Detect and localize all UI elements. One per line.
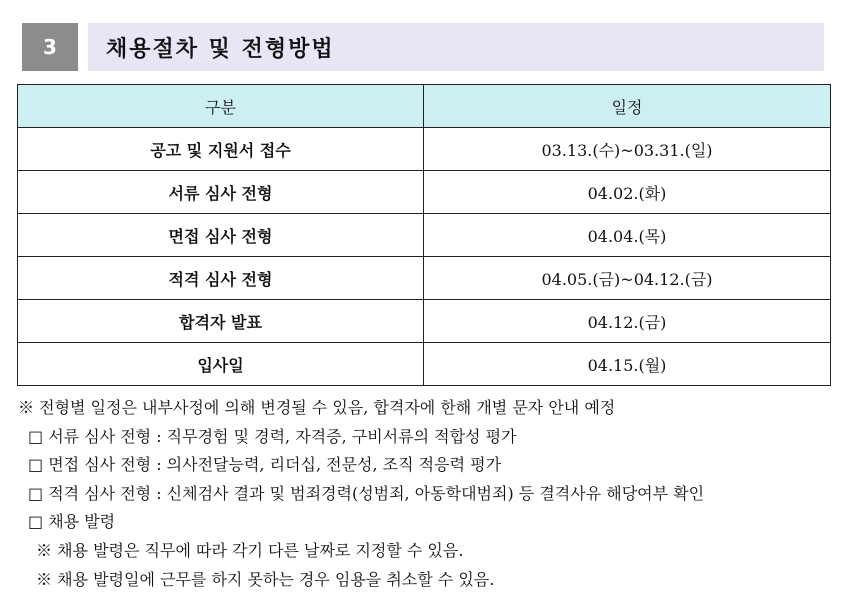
table-row <box>18 257 831 300</box>
section-title-bar <box>88 23 824 71</box>
date-cell: 03.13.(수)~03.31.(일) <box>424 128 831 171</box>
table-row <box>18 128 831 171</box>
table-row <box>18 214 831 257</box>
stage-cell: 합격자 발표 <box>18 300 424 343</box>
header-schedule: 일정 <box>424 85 831 128</box>
sub-note-cancellation: ※ 채용 발령일에 근무를 하지 못하는 경우 임용을 취소할 수 있음. <box>36 569 495 589</box>
section-number: 3 <box>22 23 78 71</box>
date-cell: 04.04.(목) <box>424 214 831 257</box>
header-category: 구분 <box>18 85 424 128</box>
date-cell: 04.12.(금) <box>424 300 831 343</box>
schedule-table <box>17 84 831 386</box>
date-cell: 04.15.(월) <box>424 343 831 386</box>
note-item-interview: □ 면접 심사 전형 : 의사전달능력, 리더십, 전문성, 조직 적응력 평가 <box>28 455 502 475</box>
stage-cell: 입사일 <box>18 343 424 386</box>
note-item-document-review: □ 서류 심사 전형 : 직무경험 및 경력, 자격증, 구비서류의 적합성 평가 <box>28 426 517 446</box>
table-row <box>18 300 831 343</box>
section-title: 채용절차 및 전형방법 <box>106 36 335 62</box>
table-row <box>18 171 831 214</box>
date-cell: 04.02.(화) <box>424 171 831 214</box>
stage-cell: 공고 및 지원서 접수 <box>18 128 424 171</box>
stage-cell: 면접 심사 전형 <box>18 214 424 257</box>
notes-section <box>18 394 848 594</box>
note-item-appointment: □ 채용 발령 <box>28 512 116 532</box>
stage-cell: 서류 심사 전형 <box>18 171 424 214</box>
note-item-eligibility: □ 적격 심사 전형 : 신체검사 결과 및 범죄경력(성범죄, 아동학대범죄) 등 결격사유 해당여부 확인 <box>28 483 705 503</box>
stage-cell: 적격 심사 전형 <box>18 257 424 300</box>
table-row <box>18 343 831 386</box>
table-header-row <box>18 85 831 128</box>
date-cell: 04.05.(금)~04.12.(금) <box>424 257 831 300</box>
sub-note-appointment-date: ※ 채용 발령은 직무에 따라 각기 다른 날짜로 지정할 수 있음. <box>36 540 464 560</box>
schedule-change-note: ※ 전형별 일정은 내부사정에 의해 변경될 수 있음, 합격자에 한해 개별 문자 안내 예정 <box>18 398 616 417</box>
